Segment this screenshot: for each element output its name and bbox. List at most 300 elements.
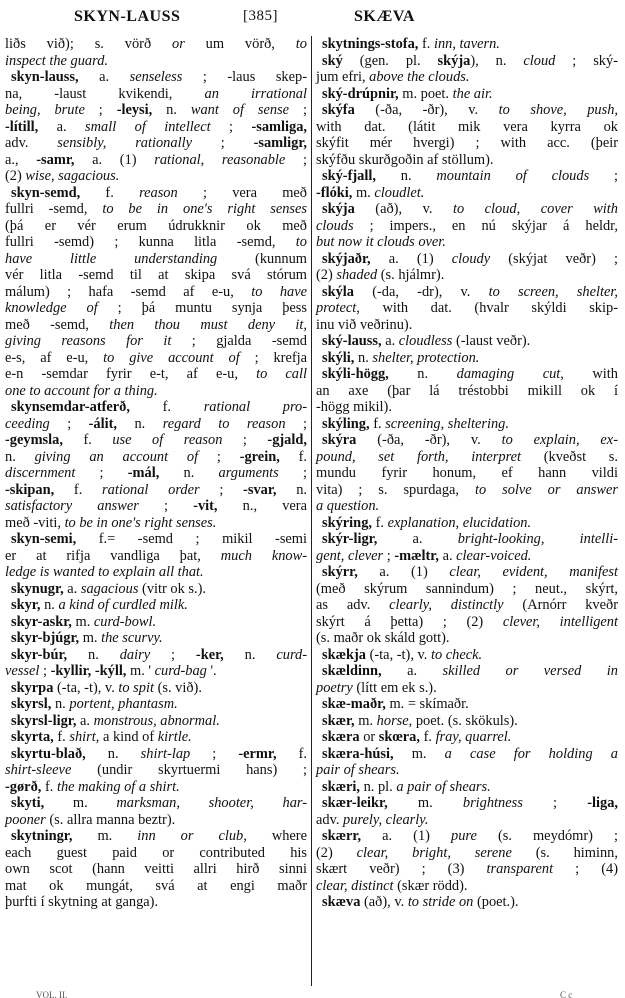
headword: skæ-maðr,	[322, 696, 386, 712]
text-line	[5, 284, 307, 301]
definition-text: inn, tavern.	[433, 36, 500, 52]
text-line	[5, 548, 307, 565]
definition-text: to check.	[431, 646, 483, 663]
signature-mark: VOL. II.	[36, 990, 68, 998]
text-line	[5, 102, 307, 119]
body-text: f.	[371, 514, 388, 531]
body-text: f.	[369, 415, 386, 432]
body-text: (lítt em ek s.).	[352, 679, 437, 696]
text-line	[316, 152, 618, 169]
text-line	[316, 630, 618, 647]
body-text: ;	[199, 481, 244, 498]
text-line	[316, 828, 618, 845]
headword: skyrsl,	[11, 696, 52, 712]
body-text: , with	[560, 366, 618, 382]
body-text: (poet.).	[473, 894, 519, 910]
headword: -kyllir, -kýll,	[50, 663, 127, 679]
text-line	[5, 86, 307, 103]
body-text: ;	[75, 465, 128, 481]
body-text: f.	[418, 36, 434, 52]
body-text: m.	[71, 613, 94, 630]
body-text: (s. maðr ok skáld gott).	[316, 630, 450, 646]
body-text: m.	[44, 795, 117, 811]
body-text: f.	[54, 481, 103, 498]
text-line	[316, 680, 618, 697]
body-text: (2)	[316, 267, 337, 283]
definition-text: gent, clever	[316, 547, 384, 564]
body-text: (kveðst s.	[521, 448, 618, 465]
body-text: (undir skyrtuermi hans) ;	[71, 762, 307, 778]
body-text: m.	[72, 828, 138, 844]
text-line	[316, 168, 618, 185]
headword: skyn-lauss,	[11, 69, 79, 85]
headword: ský-drúpnir,	[322, 85, 399, 102]
body-text: (s. himinn,	[511, 844, 618, 861]
body-text: (-ða, -ðr), v.	[354, 102, 499, 118]
body-text: a.	[438, 547, 457, 564]
definition-text: clear, distinct	[316, 877, 394, 894]
text-line	[5, 465, 307, 482]
definition-text: clear, evident, manifest	[449, 564, 618, 580]
text-line	[316, 234, 618, 251]
body-text: m.	[352, 184, 375, 201]
text-line	[5, 300, 307, 317]
headword: -ermr,	[238, 745, 277, 762]
definition-text: clever, intelligent	[502, 613, 618, 630]
definition-text: pooner	[5, 811, 46, 828]
definition-text: shaded	[336, 267, 378, 283]
definition-text: pair of shears.	[316, 762, 400, 778]
definition-text: sensibly, rationally	[57, 135, 192, 151]
headword: skýja	[437, 52, 471, 69]
text-line	[316, 416, 618, 433]
body-text: ; ský-	[555, 52, 618, 69]
text-line	[316, 498, 618, 515]
body-text: n.	[223, 646, 277, 663]
body-text: vita) ; s. spurdaga,	[316, 481, 475, 498]
definition-text: shirt-sleeve	[5, 762, 72, 778]
body-text: e-s, af e-u,	[5, 349, 104, 366]
definition-text: satisfactory answer	[5, 498, 139, 514]
left-guide-word: SKYN-LAUSS	[74, 8, 181, 25]
headword: skyrtu-blað,	[11, 745, 86, 762]
text-line	[5, 317, 307, 334]
page-number: [385]	[243, 8, 278, 24]
definition-text: a question.	[316, 498, 380, 514]
body-text: mundu fyrir honum, ef hann vildi	[316, 465, 618, 481]
body-text: ; (4)	[553, 861, 618, 877]
text-line	[5, 581, 307, 598]
text-line	[316, 86, 618, 103]
body-text: , where	[243, 828, 307, 844]
body-text: m. = skímaðr.	[385, 696, 469, 712]
body-text: ; vera með	[177, 184, 307, 201]
body-text: n.	[375, 168, 437, 184]
left-column	[5, 36, 307, 911]
body-text: ;	[39, 663, 51, 679]
headword: -leysi,	[116, 102, 153, 118]
text-line	[316, 548, 618, 565]
text-line	[5, 614, 307, 631]
definition-text: regard to reason	[162, 415, 286, 432]
definition-text: to cloud, cover with	[452, 201, 618, 217]
body-text: a. (1)	[370, 250, 452, 267]
text-line	[5, 597, 307, 614]
body-text: (s. allra manna beztr).	[45, 811, 176, 828]
body-text: , a kind of	[95, 729, 158, 745]
body-text: m.	[387, 795, 463, 811]
definition-text: use of reason	[112, 432, 223, 448]
definition-text: giving an account of	[34, 448, 199, 465]
definition-text: cloudlet.	[374, 184, 425, 201]
body-text: (-laust veðr).	[452, 333, 531, 349]
definition-text: pound, set forth, interpret	[316, 448, 522, 465]
headword: skæri,	[322, 778, 360, 795]
body-text: n.	[276, 481, 308, 498]
text-line	[5, 366, 307, 383]
definition-text: screening, sheltering.	[385, 415, 509, 432]
headword: skyrsl-ligr,	[11, 712, 77, 729]
running-header	[0, 8, 625, 30]
body-text: ;	[49, 415, 89, 432]
definition-text: to have	[251, 283, 307, 300]
body-text: m.	[79, 630, 102, 646]
body-text: fullri -semd,	[5, 201, 103, 217]
headword: skýli,	[322, 349, 355, 366]
headword: skyr-askr,	[11, 613, 72, 630]
text-line	[5, 762, 307, 779]
body-text: f.	[41, 778, 57, 795]
text-line	[5, 69, 307, 86]
headword: skæra	[322, 729, 360, 745]
body-text: ;	[285, 151, 307, 168]
text-line	[316, 663, 618, 680]
body-text: ;	[138, 498, 194, 514]
definition-text: discernment	[5, 465, 76, 481]
headword: -mál,	[127, 465, 160, 481]
body-text: um vörð,	[184, 36, 296, 52]
definition-text: knowledge of	[5, 300, 98, 316]
body-text: skært veðr) ; (3)	[316, 861, 487, 877]
definition-text: one to account for a thing.	[5, 382, 158, 399]
definition-text: to	[295, 36, 307, 52]
definition-text: reason	[139, 184, 178, 201]
text-line	[5, 135, 307, 152]
text-line	[316, 482, 618, 499]
body-text: skýfðu skurðgoðin af stöllum).	[316, 151, 494, 168]
text-line	[316, 69, 618, 86]
page-footer	[0, 990, 625, 998]
body-text: each guest paid or contributed his	[5, 844, 307, 861]
text-line	[316, 465, 618, 482]
body-text: f.= -semd ; mikil -semi	[76, 531, 307, 547]
body-text: liðs við); s. vörð	[5, 36, 173, 52]
text-line	[316, 201, 618, 218]
definition-text: shirt	[69, 729, 96, 745]
headword: ský-lauss,	[322, 333, 382, 349]
body-text: (vitr ok s.).	[138, 580, 206, 597]
headword: skýr-ligr,	[322, 531, 378, 547]
body-text: adv.	[316, 811, 344, 828]
text-line	[316, 762, 618, 779]
text-line	[316, 36, 618, 53]
definition-text: a kind of curdled milk.	[58, 597, 188, 613]
headword: skýjaðr,	[322, 250, 371, 267]
body-text: inu við veðrinu).	[316, 316, 413, 333]
definition-text: above the clouds.	[369, 69, 470, 85]
text-line	[5, 383, 307, 400]
headword: -flóki,	[316, 184, 353, 201]
body-text: (að), v.	[360, 894, 408, 910]
headword: -samr,	[36, 151, 75, 168]
body-text: ;	[190, 745, 239, 762]
body-text: skýrt á þetta) ; (2)	[316, 613, 503, 630]
body-text: ;	[191, 135, 254, 151]
text-line	[5, 350, 307, 367]
definition-text: damaging cut	[456, 366, 561, 382]
body-text: (gen. pl.	[342, 52, 438, 69]
text-line	[5, 498, 307, 515]
text-line	[316, 432, 618, 449]
definition-text: to screen, shelter,	[488, 283, 618, 300]
definition-text: to solve or answer	[474, 481, 618, 498]
headword: skærr,	[322, 828, 362, 844]
text-line	[5, 119, 307, 136]
body-text: ;	[383, 547, 395, 564]
text-line	[5, 795, 307, 812]
text-line	[316, 267, 618, 284]
body-text: (að), v.	[354, 201, 453, 217]
headword: skyr-bjúgr,	[11, 630, 80, 646]
text-line	[316, 696, 618, 713]
definition-text: explanation, elucidation.	[387, 514, 532, 531]
headword: -liga,	[587, 795, 618, 811]
text-line	[5, 515, 307, 532]
definition-text: rational, reasonable	[154, 151, 286, 168]
body-text: f.	[80, 184, 140, 201]
headword: skæva	[322, 894, 361, 910]
definition-text: much know-	[220, 547, 307, 564]
text-line	[5, 729, 307, 746]
headword: skytnings-stofa,	[322, 36, 419, 52]
definition-text: then thou must deny it,	[109, 316, 307, 333]
text-line	[5, 333, 307, 350]
body-text: a. (1)	[74, 151, 155, 168]
body-text: n.	[51, 696, 70, 712]
definition-text: skilled or versed in	[442, 663, 618, 679]
body-text: f.	[276, 745, 307, 762]
headword: skynsemdar-atferð,	[11, 399, 130, 415]
body-text: fullri -semd) ; kunna litla -semd,	[5, 234, 296, 250]
definition-text: inn or club	[137, 828, 244, 844]
body-text: m. '	[126, 663, 155, 679]
body-text: mat ok mungát, svá at engi maðr	[5, 877, 307, 894]
definition-text: wise, sagacious.	[25, 168, 120, 184]
headword: skœra,	[378, 729, 420, 745]
body-text: f.	[53, 729, 70, 745]
body-text: ;	[222, 432, 268, 448]
text-line	[316, 779, 618, 796]
headword: -geymsla,	[5, 432, 63, 448]
body-text: , poet. (s. skökuls).	[408, 712, 518, 729]
body-text: n.	[152, 102, 191, 118]
text-line	[5, 894, 307, 911]
headword: -mæltr,	[394, 547, 439, 564]
headword: skýja	[322, 201, 355, 217]
body-text: ; impers., en nú skýjar á heldr,	[353, 217, 618, 234]
headword: skyrta,	[11, 729, 54, 745]
headword: -vit,	[193, 498, 218, 514]
definition-text: or	[172, 36, 185, 52]
body-text: a.	[377, 531, 458, 547]
text-line	[5, 218, 307, 235]
body-text: na, -laust kvikendi,	[5, 85, 205, 102]
text-line	[316, 449, 618, 466]
body-text: ;	[278, 465, 307, 481]
definition-text: ceeding	[5, 415, 50, 432]
definition-text: curd-bag	[154, 663, 207, 679]
definition-text: to shove, push,	[498, 102, 618, 118]
body-text: own scot (hann veitti allri hirð sinni	[5, 861, 307, 877]
definition-text: the scurvy.	[101, 630, 163, 646]
definition-text: sagacious	[80, 580, 139, 597]
text-line	[316, 845, 618, 862]
body-text: n.	[5, 448, 35, 465]
body-text: as adv.	[316, 597, 390, 613]
text-line	[5, 251, 307, 268]
text-line	[5, 746, 307, 763]
definition-text: rational pro-	[203, 399, 307, 415]
definition-text: horse	[376, 712, 409, 729]
definition-text: arguments	[218, 465, 279, 481]
text-line	[5, 152, 307, 169]
headword: skýli-högg,	[322, 366, 389, 382]
definition-text: shelter, protection.	[372, 349, 480, 366]
definition-text: purely, clearly.	[343, 811, 429, 828]
headword: skær-leikr,	[322, 795, 388, 811]
body-text: m.	[354, 712, 377, 729]
definition-text: clear-voiced.	[456, 547, 532, 564]
definition-text: to	[295, 234, 307, 250]
text-line	[316, 812, 618, 829]
definition-text: to spit	[118, 679, 154, 696]
definition-text: bright-looking, intelli-	[457, 531, 619, 547]
headword: skyrpa	[11, 679, 54, 696]
headword: skýra	[322, 432, 357, 448]
text-line	[316, 284, 618, 301]
definition-text: clouds	[316, 217, 354, 234]
text-line	[5, 234, 307, 251]
text-line	[316, 647, 618, 664]
text-line	[5, 845, 307, 862]
text-line	[316, 317, 618, 334]
right-guide-word: SKÆVA	[354, 8, 415, 25]
body-text: n.	[85, 745, 141, 762]
definition-text: kirtle.	[157, 729, 192, 745]
definition-text: vessel	[5, 663, 40, 679]
text-line	[5, 564, 307, 581]
headword: ský-fjall,	[322, 168, 376, 184]
text-line	[316, 383, 618, 400]
text-line	[316, 531, 618, 548]
headword: skyti,	[11, 795, 45, 811]
body-text: a.	[381, 333, 399, 349]
body-text: vér litla -semd til at skipa svá stórum	[5, 267, 307, 283]
body-text: f.	[62, 432, 113, 448]
text-line	[316, 878, 618, 895]
definition-text: pure	[451, 828, 477, 844]
body-text: -högg mikil).	[316, 399, 392, 415]
text-line	[5, 267, 307, 284]
body-text: n.	[159, 465, 219, 481]
definition-text: brightness	[462, 795, 523, 811]
text-line	[5, 812, 307, 829]
headword: skær,	[322, 712, 355, 729]
body-text: ;	[589, 168, 618, 184]
text-line	[5, 399, 307, 416]
definition-text: an irrational	[204, 85, 307, 102]
definition-text: protect	[316, 300, 357, 316]
body-text: með -viti,	[5, 514, 65, 531]
text-line	[5, 828, 307, 845]
body-text: (-ta, -t), v.	[53, 679, 119, 696]
body-text: n., vera	[217, 498, 307, 514]
text-line	[316, 894, 618, 911]
headword: -gjald,	[267, 432, 307, 448]
definition-text: rational order	[102, 481, 200, 498]
body-text: (2)	[5, 168, 26, 184]
text-line	[5, 779, 307, 796]
body-text: a.	[381, 663, 443, 679]
definition-text: ledge is wanted to explain all that.	[5, 564, 204, 580]
body-text: a.,	[5, 151, 37, 168]
text-line	[316, 564, 618, 581]
text-line	[316, 597, 618, 614]
text-line	[316, 581, 618, 598]
definition-text: have little understanding	[5, 250, 218, 267]
definition-text: being, brute	[5, 102, 85, 118]
body-text: a.	[63, 580, 81, 597]
text-line	[316, 53, 618, 70]
body-text: (s. við).	[153, 679, 202, 696]
body-text: (með skýrum sannindum) ; neut., skýrt,	[316, 580, 618, 597]
body-text: an axe (þar lá tréstobbi mikill ok í	[316, 382, 618, 399]
headword: -álit,	[88, 415, 118, 432]
text-line	[316, 119, 618, 136]
body-text: m. poet.	[398, 85, 453, 102]
text-line	[316, 300, 618, 317]
body-text: (skýjat veðr) ;	[490, 250, 618, 267]
definition-text: cloudless	[398, 333, 453, 349]
definition-text: transparent	[486, 861, 554, 877]
definition-text: cloud	[523, 52, 556, 69]
headword: -skipan,	[5, 481, 55, 498]
body-text: n.	[67, 646, 120, 663]
body-text: ; -laus skep-	[182, 69, 308, 85]
definition-text: dairy	[119, 646, 151, 663]
text-line	[5, 449, 307, 466]
definition-text: mountain of clouds	[436, 168, 590, 184]
definition-text: to stride on	[407, 894, 474, 910]
headword: skyr,	[11, 597, 41, 613]
body-text: ), n.	[470, 52, 524, 69]
text-line	[5, 432, 307, 449]
text-line	[5, 36, 307, 53]
body-text: (2)	[316, 844, 357, 861]
text-line	[316, 350, 618, 367]
body-text: , with dat. (hvalr skýldi skip-	[356, 300, 618, 316]
headword: skýring,	[322, 514, 372, 531]
